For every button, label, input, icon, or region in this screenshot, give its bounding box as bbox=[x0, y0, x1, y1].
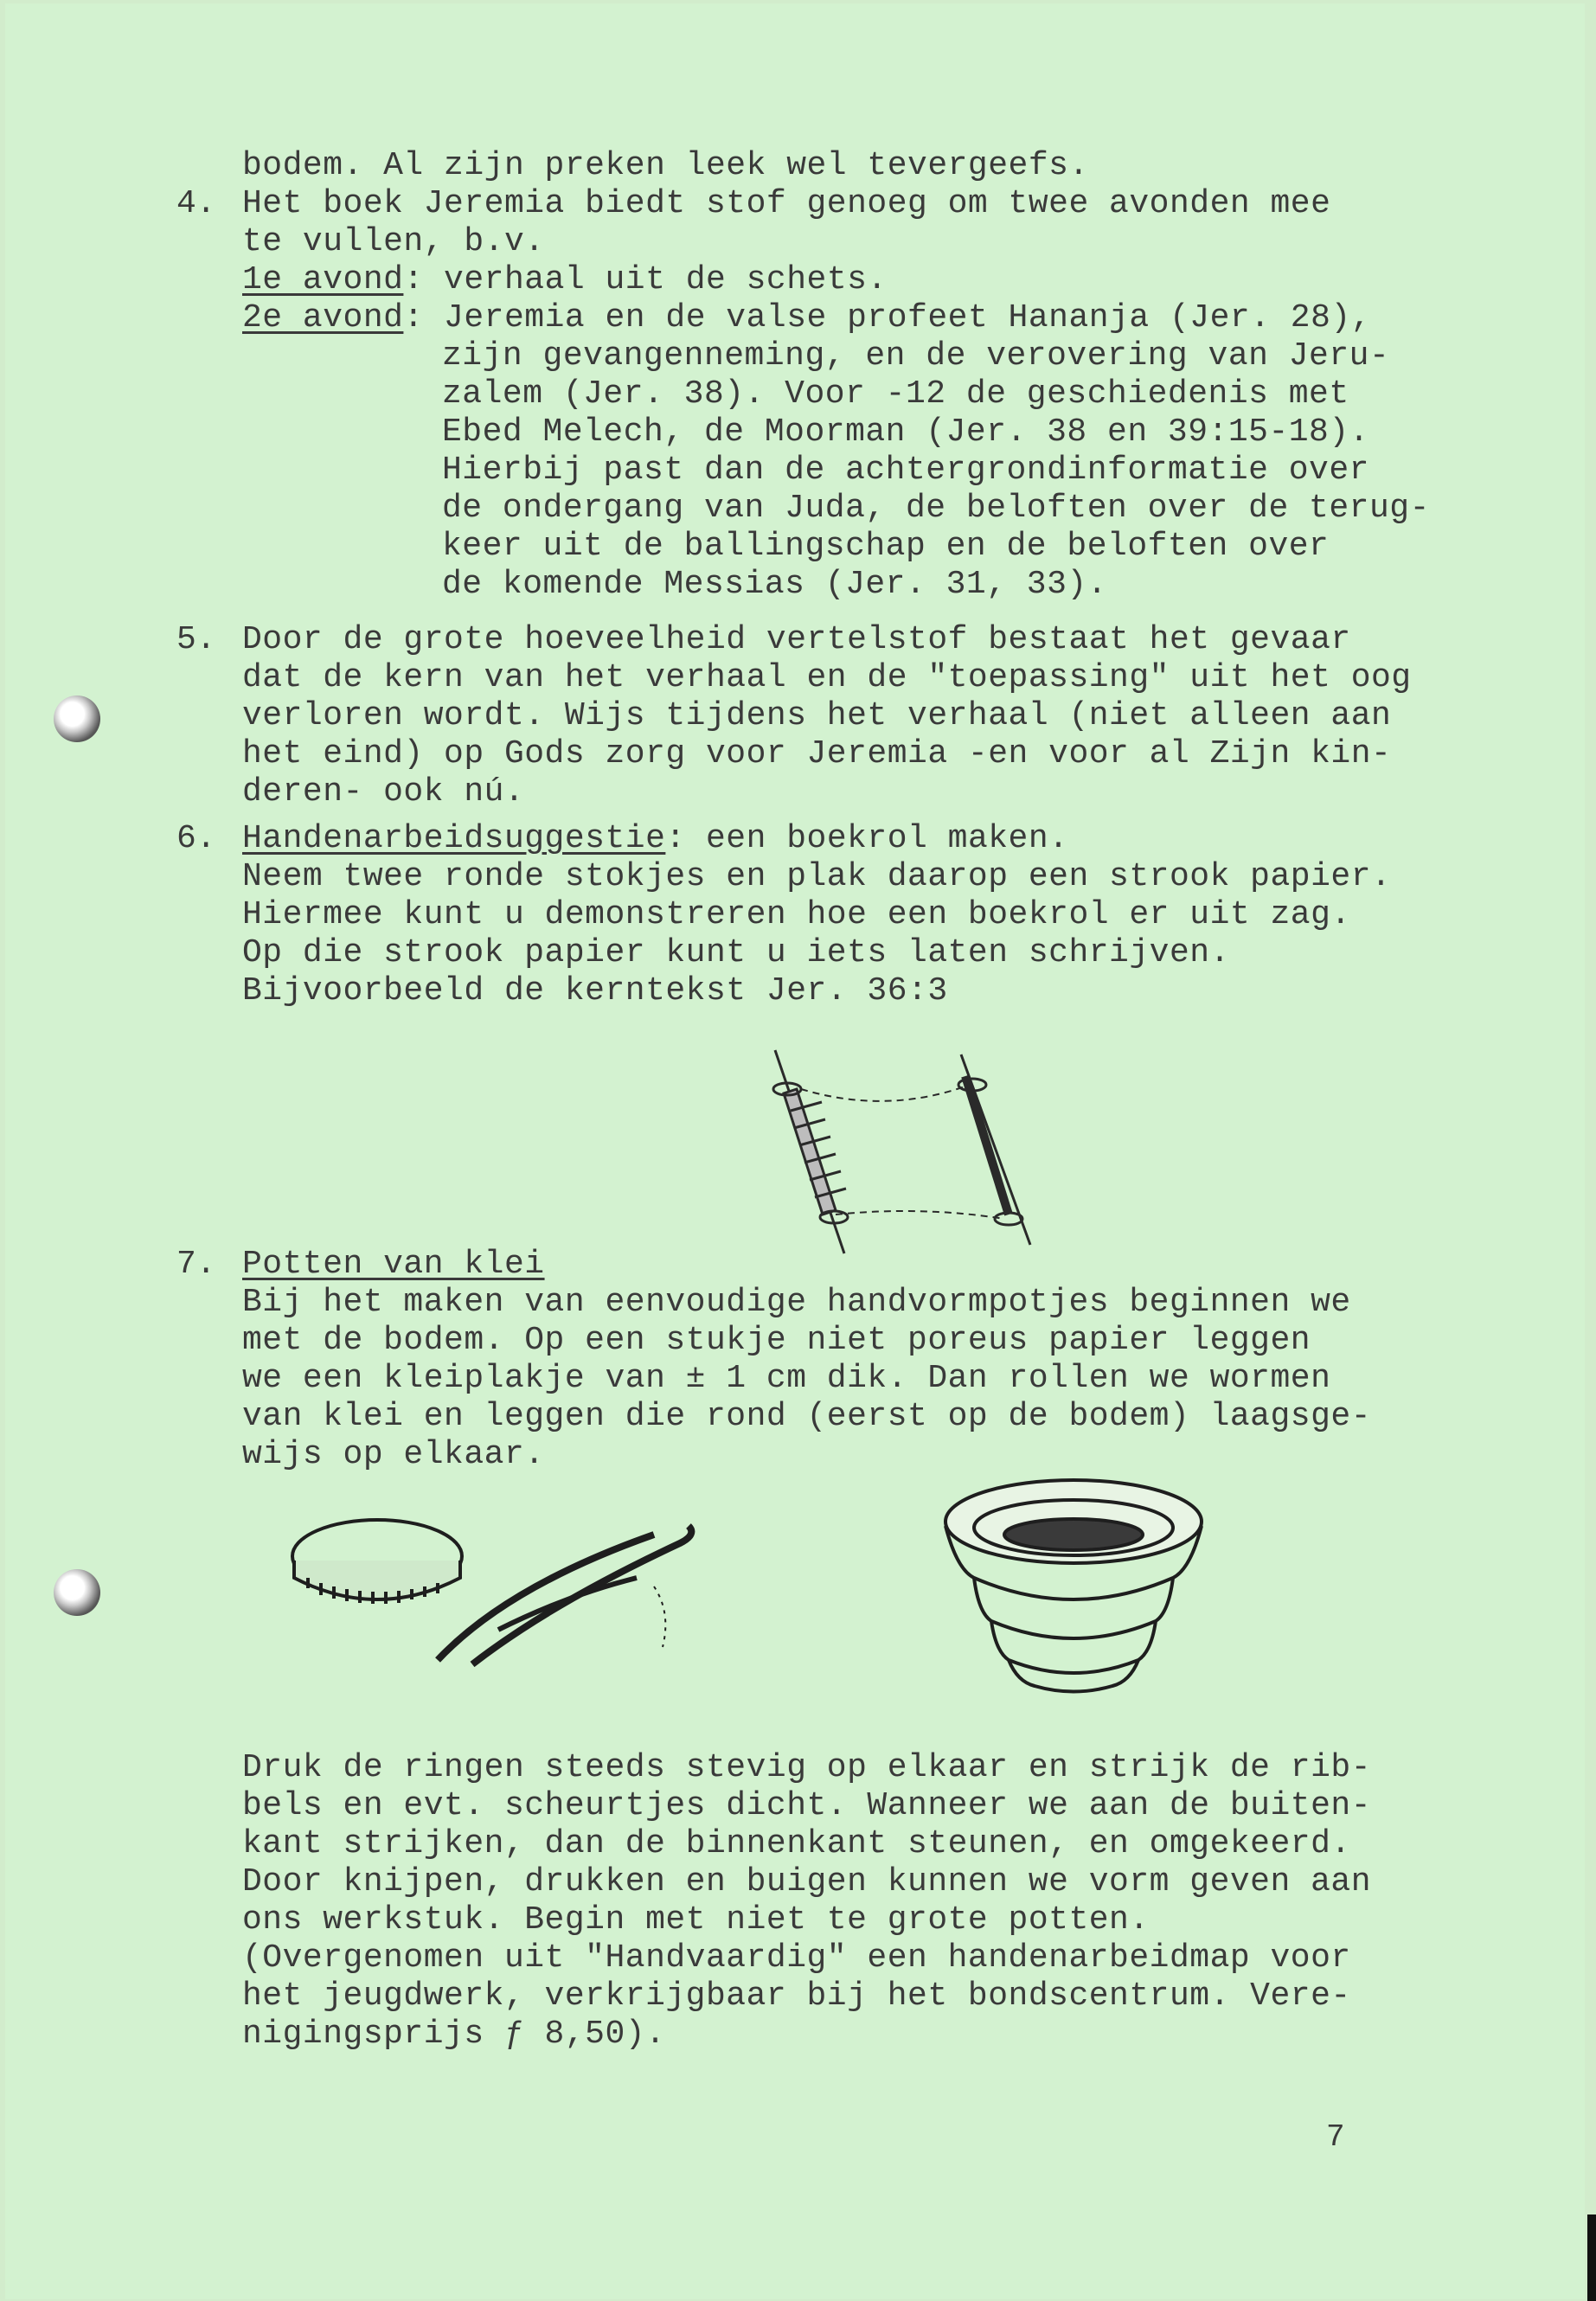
text-line: kant strijken, dan de binnenkant steunen, en omgekeerd. bbox=[242, 1825, 1351, 1862]
text-line: we een kleiplakje van ± 1 cm dik. Dan rollen we wormen bbox=[242, 1360, 1331, 1397]
text-line: te vullen, b.v. bbox=[242, 223, 545, 260]
page-edge bbox=[1587, 2214, 1596, 2301]
evening-2-label: 2e avond bbox=[242, 299, 404, 336]
evening-1-text: : verhaal uit de schets. bbox=[403, 261, 888, 298]
text-line: dat de kern van het verhaal en de "toepassing" uit het oog bbox=[242, 659, 1412, 696]
handicraft-suggestion-text: : een boekrol maken. bbox=[665, 820, 1069, 857]
text-line: Door de grote hoeveelheid vertelstof bestaat het gevaar bbox=[242, 621, 1351, 658]
text-line: Het boek Jeremia biedt stof genoeg om twee avonden mee bbox=[242, 185, 1331, 222]
item-number-6: 6. bbox=[176, 820, 216, 857]
text-line bbox=[242, 261, 888, 299]
clay-slab-and-worms-illustration bbox=[291, 1509, 723, 1682]
punch-hole-bottom bbox=[54, 1569, 100, 1616]
document-page bbox=[5, 3, 1585, 2299]
text-line: Door knijpen, drukken en buigen kunnen we vorm geven aan bbox=[242, 1863, 1372, 1900]
punch-hole-top bbox=[54, 695, 100, 742]
text-line: Bijvoorbeeld de kerntekst Jer. 36:3 bbox=[242, 972, 948, 1009]
text-line: Op die strook papier kunt u iets laten schrijven. bbox=[242, 934, 1230, 971]
page-number: 7 bbox=[1326, 2119, 1345, 2155]
text-line: zalem (Jer. 38). Voor -12 de geschiedenis met bbox=[442, 375, 1349, 413]
evening-2-text: : Jeremia en de valse profeet Hananja (Jer. 28), bbox=[403, 299, 1372, 336]
text-line: Neem twee ronde stokjes en plak daarop een strook papier. bbox=[242, 858, 1392, 895]
text-line: nigingsprijs ƒ 8,50). bbox=[242, 2016, 666, 2053]
clay-pot-illustration bbox=[939, 1474, 1208, 1699]
text-line: de ondergang van Juda, de beloften over de terug- bbox=[442, 490, 1430, 527]
section-heading: Potten van klei bbox=[242, 1246, 545, 1283]
text-line: Hiermee kunt u demonstreren hoe een boekrol er uit zag. bbox=[242, 896, 1351, 933]
item-number-4: 4. bbox=[176, 185, 216, 222]
text-line: de komende Messias (Jer. 31, 33). bbox=[442, 566, 1108, 603]
item-number-7: 7. bbox=[176, 1246, 216, 1283]
handicraft-suggestion-label: Handenarbeidsuggestie bbox=[242, 820, 666, 857]
scroll-illustration bbox=[749, 1042, 1043, 1266]
text-line: het eind) op Gods zorg voor Jeremia -en voor al Zijn kin- bbox=[242, 735, 1392, 772]
text-line: wijs op elkaar. bbox=[242, 1436, 545, 1473]
text-line: met de bodem. Op een stukje niet poreus papier leggen bbox=[242, 1322, 1311, 1359]
evening-1-label: 1e avond bbox=[242, 261, 404, 298]
text-line: deren- ook nú. bbox=[242, 773, 525, 811]
text-line: van klei en leggen die rond (eerst op de bodem) laagsge- bbox=[242, 1398, 1372, 1435]
text-line: Druk de ringen steeds stevig op elkaar en strijk de rib- bbox=[242, 1749, 1372, 1786]
text-line: keer uit de ballingschap en de beloften over bbox=[442, 528, 1330, 565]
text-line bbox=[242, 299, 1371, 337]
text-line bbox=[242, 820, 1068, 858]
text-line: zijn gevangenneming, en de verovering van Jeru- bbox=[442, 337, 1390, 375]
text-line: (Overgenomen uit "Handvaardig" een handenarbeidmap voor bbox=[242, 1939, 1351, 1977]
text-line: ons werkstuk. Begin met niet te grote potten. bbox=[242, 1901, 1150, 1939]
text-line: het jeugdwerk, verkrijgbaar bij het bondscentrum. Vere- bbox=[242, 1977, 1351, 2015]
text-line: Hierbij past dan de achtergrondinformatie over bbox=[442, 452, 1369, 489]
text-line: verloren wordt. Wijs tijdens het verhaal (niet alleen aan bbox=[242, 697, 1392, 734]
item-number-5: 5. bbox=[176, 621, 216, 658]
text-line: bels en evt. scheurtjes dicht. Wanneer we aan de buiten- bbox=[242, 1787, 1372, 1824]
text-line: Bij het maken van eenvoudige handvormpotjes beginnen we bbox=[242, 1284, 1351, 1321]
text-line: bodem. Al zijn preken leek wel tevergeefs. bbox=[242, 147, 1089, 184]
text-line: Ebed Melech, de Moorman (Jer. 38 en 39:15-18). bbox=[442, 413, 1369, 451]
